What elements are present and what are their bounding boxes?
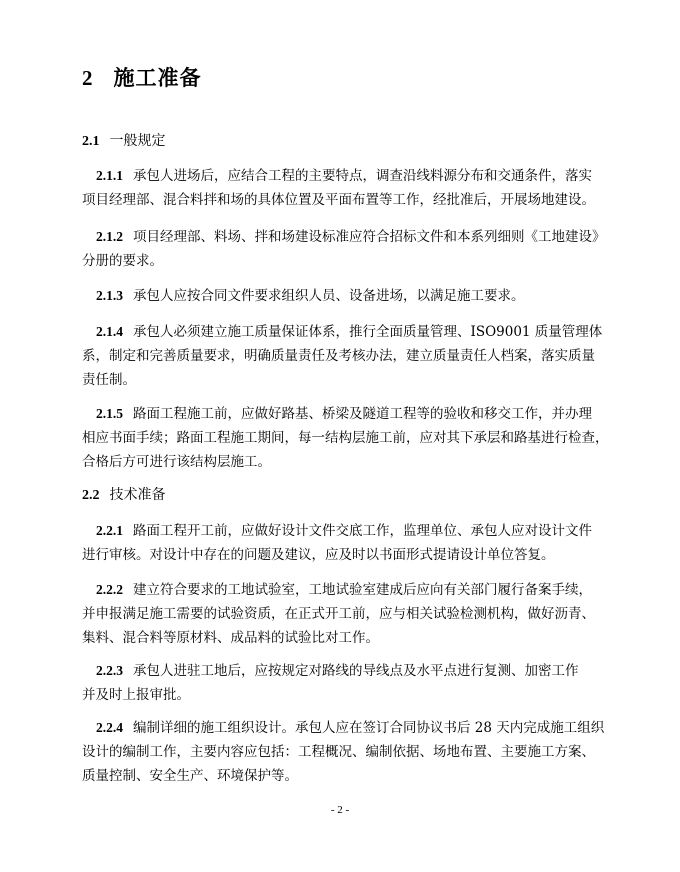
- clause-text: 相应书面手续；路面工程施工期间，每一结构层施工前，应对其下承层和路基进行检查，: [82, 430, 609, 446]
- clause-first-line: [82, 225, 606, 249]
- section-heading-2-1: [82, 130, 166, 150]
- clause-number: 2.2.1: [96, 523, 123, 538]
- section-title: 技术准备: [109, 487, 166, 503]
- clause-number: 2.2.2: [96, 582, 123, 597]
- clause-number: 2.1.1: [96, 168, 123, 183]
- clause-text: 合格后方可进行该结构层施工。: [82, 454, 271, 470]
- page-number: - 2 -: [330, 804, 350, 816]
- clause-text: 进行审核。对设计中存在的问题及建议，应及时以书面形式提请设计单位答复。: [82, 547, 555, 563]
- clause-text: 建立符合要求的工地试验室，工地试验室建成后应向有关部门履行备案手续，: [133, 582, 592, 598]
- section-title: 一般规定: [109, 133, 166, 149]
- clause-text: 集料、混合料等原材料、成品料的试验比对工作。: [82, 630, 379, 646]
- chapter-title: [82, 62, 202, 92]
- clause-2-1-5: [82, 402, 609, 474]
- clause-text: 项目经理部、料场、拌和场建设标准应符合招标文件和本系列细则《工地建设》: [133, 229, 606, 245]
- clause-text: 分册的要求。: [82, 253, 163, 269]
- clause-number: 2.2.4: [96, 720, 123, 735]
- clause-text: 责任制。: [82, 372, 136, 388]
- chapter-number: 2: [82, 66, 94, 90]
- clause-text: 承包人进场后，应结合工程的主要特点，调查沿线料源分布和交通条件，落实: [133, 168, 592, 184]
- clause-text: 承包人必须建立施工质量保证体系，推行全面质量管理、ISO9001 质量管理体: [133, 324, 603, 340]
- clause-text: 路面工程开工前，应做好设计文件交底工作，监理单位、承包人应对设计文件: [133, 523, 592, 539]
- clause-first-line: [82, 284, 606, 308]
- section-number: 2.1: [82, 134, 100, 149]
- clause-number: 2.1.3: [96, 288, 123, 303]
- clause-text: 并申报满足施工需要的试验资质，在正式开工前，应与相关试验检测机构，做好沥青、: [82, 606, 595, 622]
- clause-2-1-4: [82, 320, 606, 392]
- clause-first-line: [82, 164, 606, 188]
- section-heading-2-2: [82, 484, 166, 504]
- clause-text: 编制详细的施工组织设计。承包人应在签订合同协议书后 28 天内完成施工组织: [133, 720, 605, 736]
- clause-first-line: [82, 519, 606, 543]
- clause-2-1-2: [82, 225, 606, 273]
- clause-text: 承包人应按合同文件要求组织人员、设备进场，以满足施工要求。: [133, 288, 525, 304]
- clause-2-2-4: [82, 716, 606, 788]
- clause-text: 系，制定和完善质量要求，明确质量责任及考核办法，建立质量责任人档案，落实质量: [82, 348, 595, 364]
- chapter-title-text: 施工准备: [113, 65, 202, 90]
- clause-number: 2.1.2: [96, 229, 123, 244]
- clause-text: 设计的编制工作，主要内容应包括：工程概况、编制依据、场地布置、主要施工方案、: [82, 744, 595, 760]
- clause-2-1-3: [82, 284, 606, 308]
- clause-text: 项目经理部、混合料拌和场的具体位置及平面布置等工作，经批准后，开展场地建设。: [82, 192, 595, 208]
- section-number: 2.2: [82, 488, 100, 503]
- clause-text: 路面工程施工前，应做好路基、桥梁及隧道工程等的验收和移交工作，并办理: [133, 406, 592, 422]
- clause-2-2-3: [82, 659, 606, 707]
- clause-number: 2.1.5: [96, 406, 123, 421]
- clause-2-2-1: [82, 519, 606, 567]
- clause-text: 承包人进驻工地后，应按规定对路线的导线点及水平点进行复测、加密工作: [133, 663, 579, 679]
- clause-2-1-1: [82, 164, 606, 212]
- clause-first-line: [82, 320, 606, 344]
- clause-2-2-2: [82, 578, 606, 650]
- clause-number: 2.2.3: [96, 663, 123, 678]
- clause-text: 并及时上报审批。: [82, 687, 190, 703]
- clause-first-line: [82, 716, 606, 740]
- clause-first-line: [82, 578, 606, 602]
- clause-first-line: [82, 402, 606, 426]
- clause-first-line: [82, 659, 606, 683]
- clause-text: 质量控制、安全生产、环境保护等。: [82, 768, 298, 784]
- clause-number: 2.1.4: [96, 324, 123, 339]
